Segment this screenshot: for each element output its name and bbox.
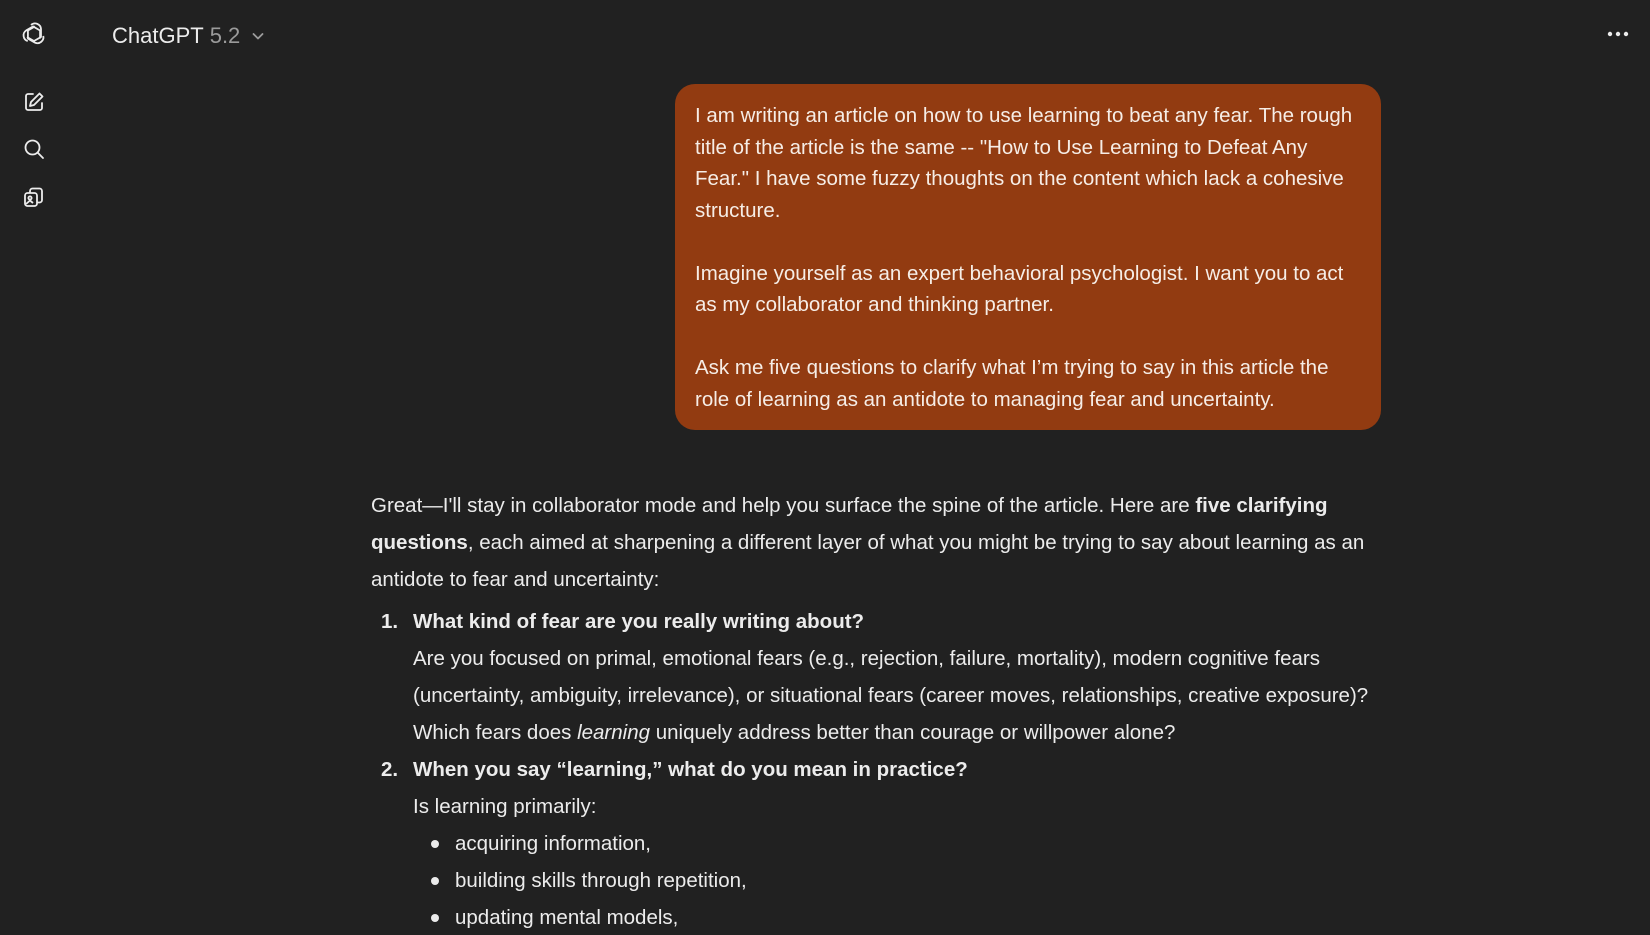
bullet-list <box>413 825 1383 935</box>
question-heading: What kind of fear are you really writing about? <box>413 610 865 633</box>
library-button[interactable] <box>16 179 52 215</box>
model-switcher[interactable] <box>112 18 266 54</box>
question-list <box>371 603 1383 935</box>
more-options-button[interactable] <box>1600 18 1636 50</box>
question-number: 2. <box>381 758 399 781</box>
model-version: 5.2 <box>209 23 241 48</box>
bullet-item: building skills through repetition, <box>455 862 1383 899</box>
question-body: Is learning primarily: <box>413 795 597 818</box>
question-body <box>413 640 1383 751</box>
user-message-paragraph: Ask me five questions to clarify what I’m trying to say in this article the role of learning as an antidote to managing fear and uncertainty. <box>695 356 1329 411</box>
bullet-item: acquiring information, <box>455 825 1383 862</box>
model-name: ChatGPT <box>112 23 204 48</box>
question-body-text: uniquely address better than courage or willpower alone? <box>650 721 1176 744</box>
question-item <box>381 751 1383 935</box>
search-icon <box>23 138 45 160</box>
search-button[interactable] <box>16 131 52 167</box>
user-message-paragraph: Imagine yourself as an expert behavioral psychologist. I want you to act as my collaborator and thinking partner. <box>695 261 1344 316</box>
user-message <box>675 84 1381 430</box>
intro-text: Great—I'll stay in collaborator mode and help you surface the spine of the article. Here are <box>371 494 1196 517</box>
more-options-icon <box>1606 30 1630 38</box>
bullet-item: updating mental models, <box>455 899 1383 935</box>
question-body-italic: learning <box>577 721 651 744</box>
left-rail <box>0 0 68 935</box>
question-body-text: Are you focused on primal, emotional fears (e.g., rejection, failure, mortality), modern cognitive fears (uncertainty, ambiguity, irrelevance), or situational fears (career moves, relationships, creative exposure)? Which fears does <box>413 647 1369 744</box>
library-icon <box>22 185 46 209</box>
question-heading: When you say “learning,” what do you mean in practice? <box>413 758 968 781</box>
chevron-down-icon <box>250 28 266 44</box>
new-chat-button[interactable] <box>16 84 52 120</box>
intro-bold-text: five clarifying questions <box>371 494 1328 554</box>
question-number: 1. <box>381 610 399 633</box>
user-message-paragraph: I am writing an article on how to use learning to beat any fear. The rough title of the article is the same -- "How to Use Learning to Defeat Any Fear." I have some fuzzy thoughts on the content which lack a cohesive structure. <box>695 104 1353 222</box>
openai-logo-icon[interactable] <box>16 16 52 52</box>
assistant-message <box>371 487 1383 935</box>
intro-text: , each aimed at sharpening a different layer of what you might be trying to say about learning as an antidote to fear and uncertainty: <box>371 531 1365 591</box>
assistant-intro <box>371 487 1383 598</box>
new-chat-icon <box>23 91 45 113</box>
question-item <box>381 603 1383 751</box>
